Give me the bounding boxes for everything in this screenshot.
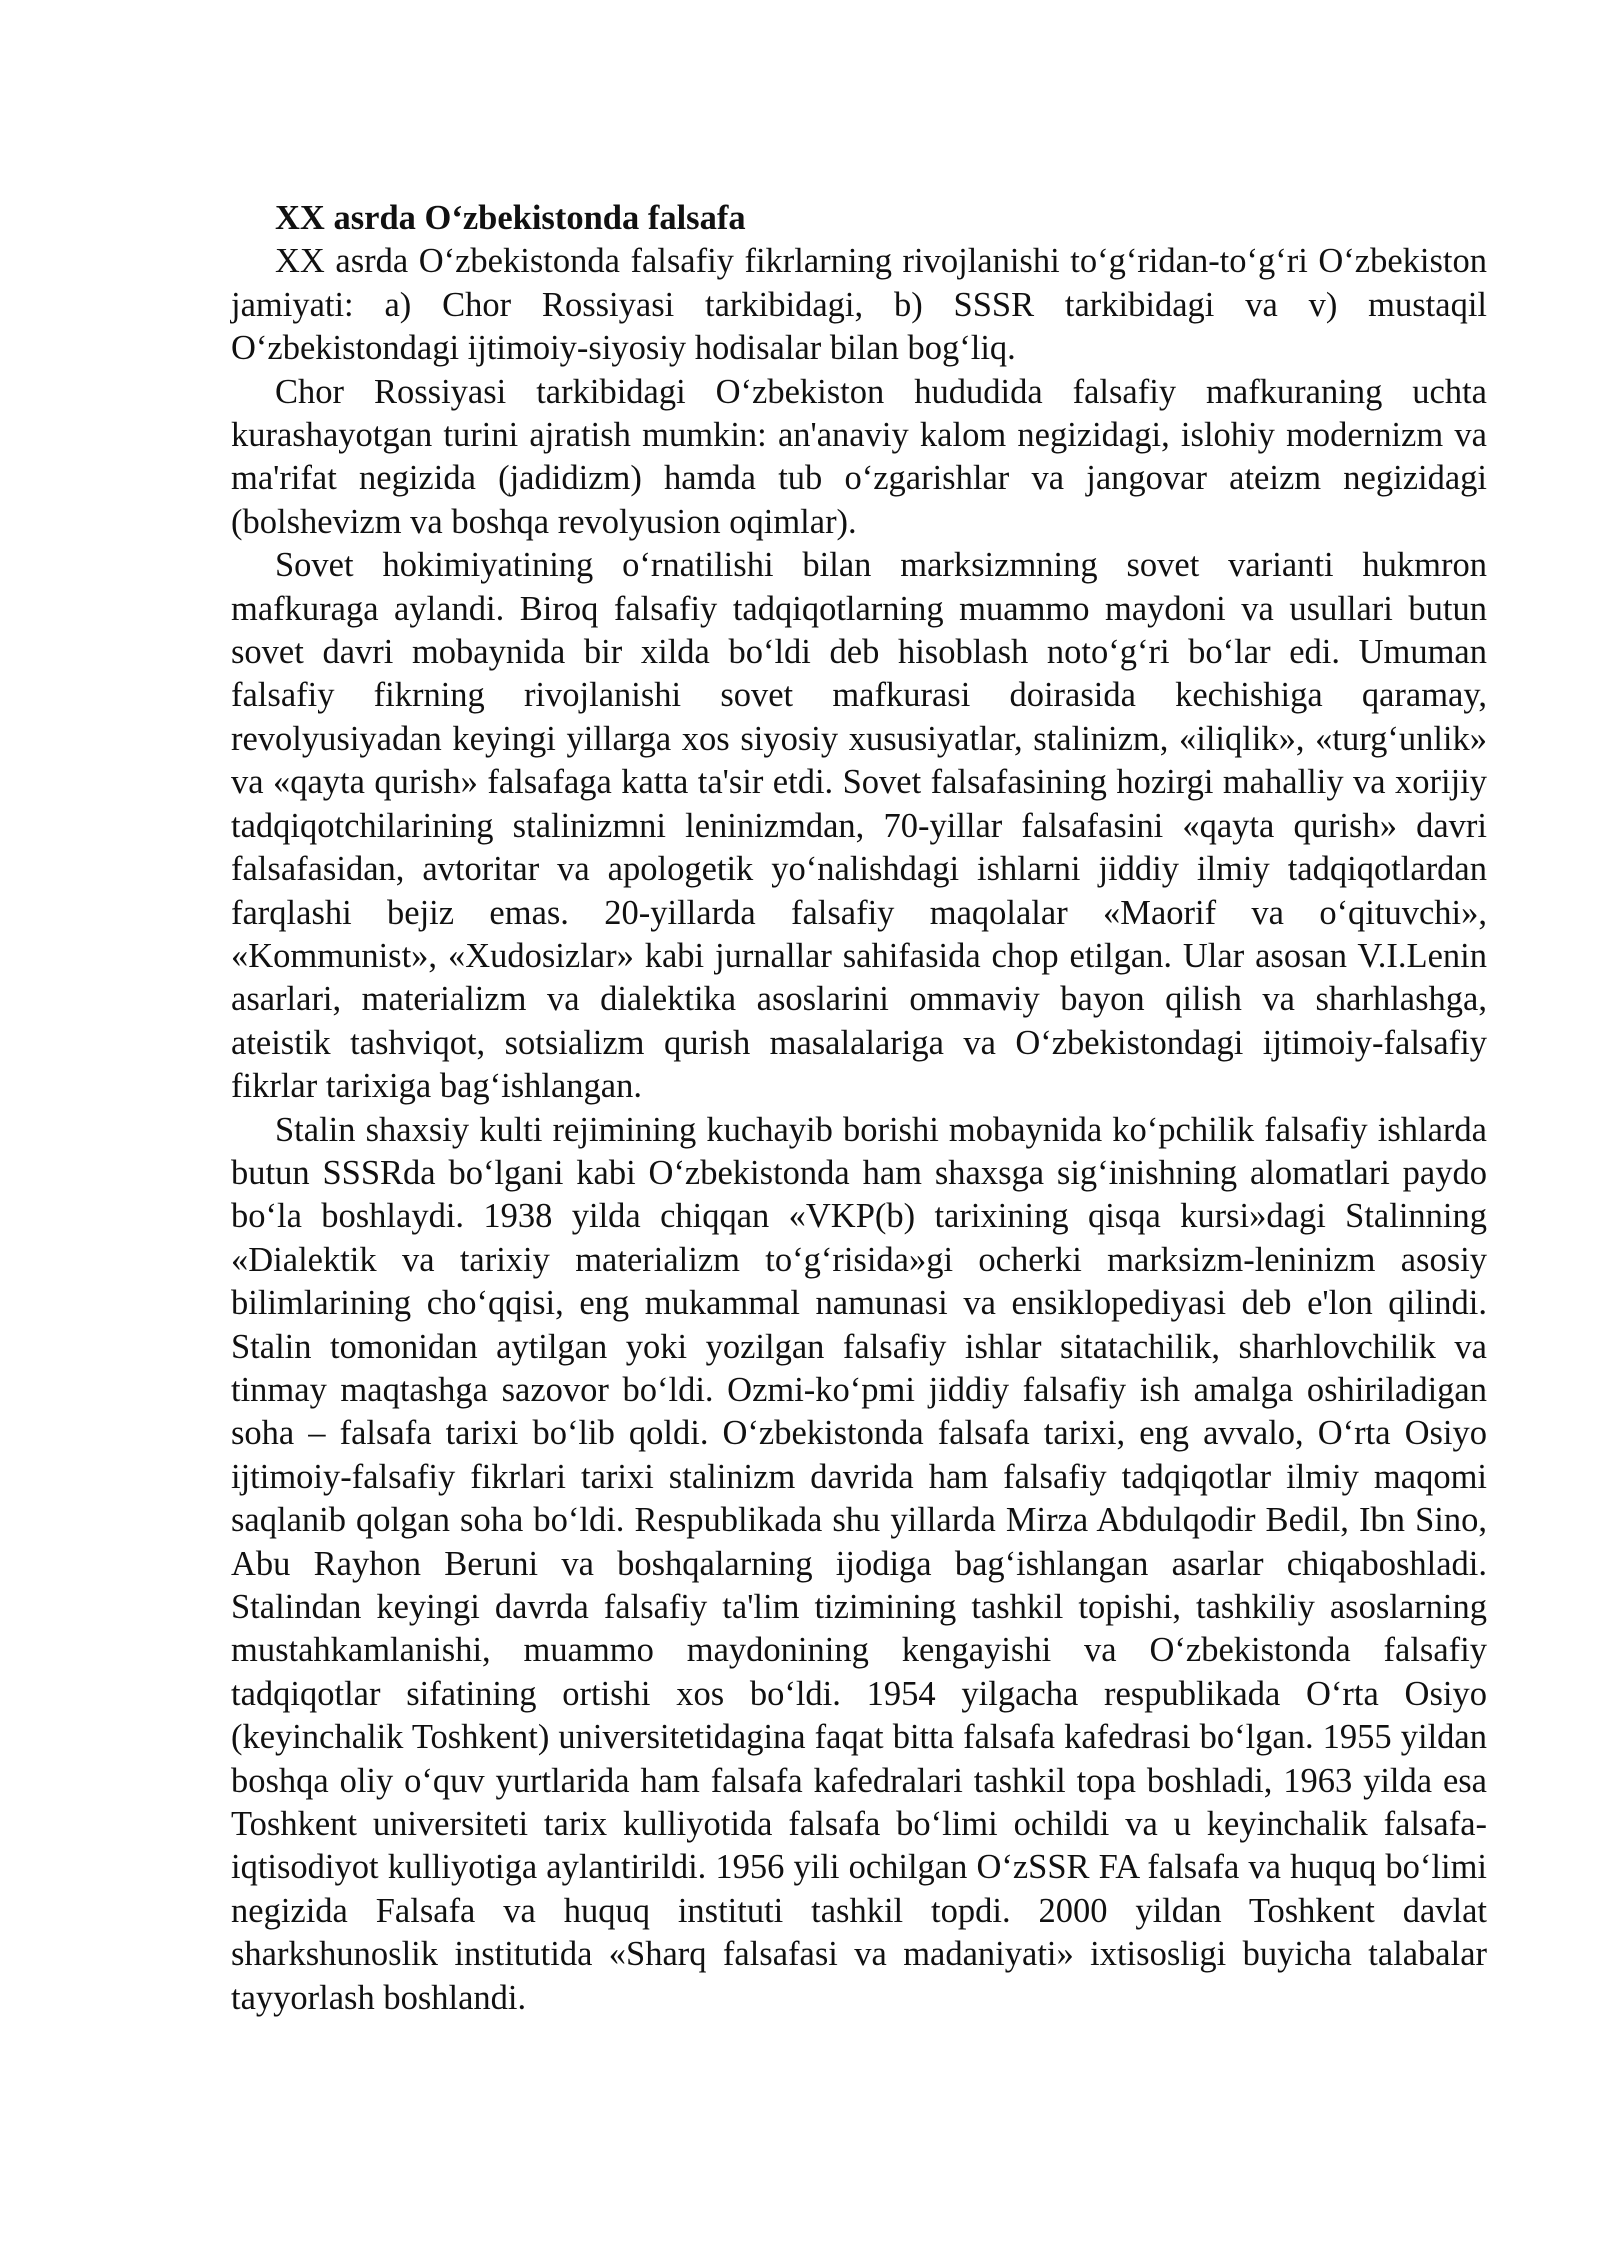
document-page (231, 197, 1487, 2020)
paragraph-intro: XX asrda O‘zbekistonda falsafiy fikrlarning rivojlanishi to‘g‘ridan-to‘g‘ri O‘zbekiston jamiyati: a) Chor Rossiyasi tarkibidagi, b) SSSR tarkibidagi va v) mustaqil O‘zbekistondagi ijtimoiy-siyosiy hodisalar bilan bog‘liq. (231, 242, 1487, 368)
document-title: XX asrda O‘zbekistonda falsafa (275, 199, 746, 237)
paragraph-tsarist-russia: Chor Rossiyasi tarkibidagi O‘zbekiston hududida falsafiy mafkuraning uchta kurashayotgan turini ajratish mumkin: an'anaviy kalom negizidagi, islohiy modernizm va ma'rifat negizida (jadidizm) hamda tub o‘zgarishlar va jangovar ateizm negizidagi (bolshevizm va boshqa revolyusion oqimlar). (231, 372, 1487, 541)
paragraph-soviet-power: Sovet hokimiyatining o‘rnatilishi bilan marksizmning sovet varianti hukmron mafkuraga aylandi. Biroq falsafiy tadqiqotlarning muammo maydoni va usullari butun sovet davri mobaynida bir xilda bo‘ldi deb hisoblash noto‘g‘ri bo‘lar edi. Umuman falsafiy fikrning rivojlanishi sovet mafkurasi doirasida kechishiga qaramay, revolyusiyadan keyingi yillarga xos siyosiy xususiyatlar, stalinizm, «iliqlik», «turg‘unlik» va «qayta qurish» falsafaga katta ta'sir etdi. Sovet falsafasining hozirgi mahalliy va xorijiy tadqiqotchilarining stalinizmni leninizmdan, 70-yillar falsafasini «qayta qurish» davri falsafasidan, avtoritar va apologetik yo‘nalishdagi ishlarni jiddiy ilmiy tadqiqotlardan farqlashi bejiz emas. 20-yillarda falsafiy maqolalar «Maorif va o‘qituvchi», «Kommunist», «Xudosizlar» kabi jurnallar sahifasida chop etilgan. Ular asosan V.I.Lenin asarlari, materializm va dialektika asoslarini ommaviy bayon qilish va sharhlashga, ateistik tashviqot, sotsializm qurish masalalariga va O‘zbekistondagi ijtimoiy-falsafiy fikrlar tarixiga bag‘ishlangan. (231, 546, 1487, 1106)
paragraph-stalin-era: Stalin shaxsiy kulti rejimining kuchayib borishi mobaynida ko‘pchilik falsafiy ishlarda butun SSSRda bo‘lgani kabi O‘zbekistonda ham shaxsga sig‘inishning alomatlari paydo bo‘la boshlaydi. 1938 yilda chiqqan «VKP(b) tarixining qisqa kursi»dagi Stalinning «Dialektik va tarixiy materializm to‘g‘risida»gi ocherki marksizm-leninizm asosiy bilimlarining cho‘qqisi, eng mukammal namunasi va ensiklopediyasi deb e'lon qilindi. Stalin tomonidan aytilgan yoki yozilgan falsafiy ishlar sitatachilik, sharhlovchilik va tinmay maqtashga sazovor bo‘ldi. Ozmi-ko‘pmi jiddiy falsafiy ish amalga oshiriladigan soha – falsafa tarixi bo‘lib qoldi. O‘zbekistonda falsafa tarixi, eng avvalo, O‘rta Osiyo ijtimoiy-falsafiy fikrlari tarixi stalinizm davrida ham falsafiy tadqiqotlar ilmiy maqomi saqlanib qolgan soha bo‘ldi. Respublikada shu yillarda Mirza Abdulqodir Bedil, Ibn Sino, Abu Rayhon Beruni va boshqalarning ijodiga bag‘ishlangan asarlar chiqaboshladi. Stalindan keyingi davrda falsafiy ta'lim tizimining tashkil topishi, tashkiliy asoslarning mustahkamlanishi, muammo maydonining kengayishi va O‘zbekistonda falsafiy tadqiqotlar sifatining ortishi xos bo‘ldi. 1954 yilgacha respublikada O‘rta Osiyo (keyinchalik Toshkent) universitetidagina faqat bitta falsafa kafedrasi bo‘lgan. 1955 yildan boshqa oliy o‘quv yurtlarida ham falsafa kafedralari tashkil topa boshladi, 1963 yilda esa Toshkent universiteti tarix kulliyotida falsafa bo‘limi ochildi va u keyinchalik falsafa-iqtisodiyot kulliyotiga aylantirildi. 1956 yili ochilgan O‘zSSR FA falsafa va huquq bo‘limi negizida Falsafa va huquq instituti tashkil topdi. 2000 yildan Toshkent davlat sharkshunoslik institutida «Sharq falsafasi va madaniyati» ixtisosligi buyicha talabalar tayyorlash boshlandi. (231, 1110, 1487, 2017)
